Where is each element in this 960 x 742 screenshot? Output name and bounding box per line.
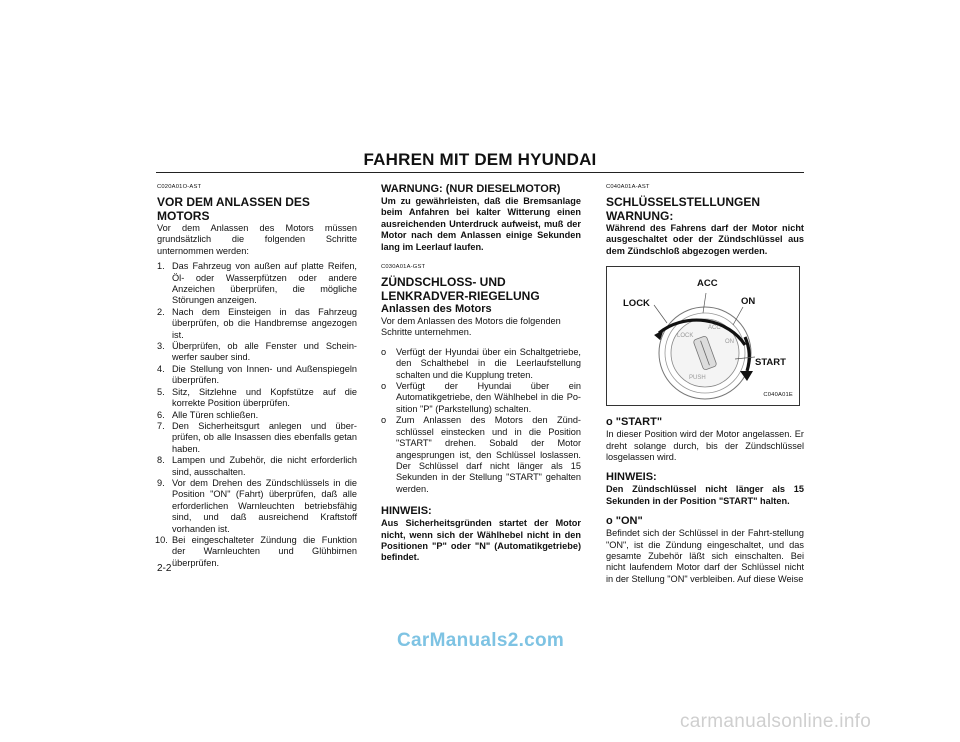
warning-text: Um zu gewährleisten, daß die Bremsanlage beim Anfahren bei kalter Witterung einen ausreichenden Unterdruck aufweist, muß der Motor nach dem Anlassen einige Sekunden lang im Leerlauf laufen. (381, 196, 581, 252)
section-intro: Vor dem Anlassen des Motors müssen grundsätzlich die folgenden Schritte unternommen werden: (157, 223, 357, 256)
label-acc: ACC (697, 278, 718, 290)
svg-text:PUSH: PUSH (689, 375, 706, 382)
label-lock: LOCK (623, 298, 650, 310)
list-item: 3. Überprüfen, ob alle Fenster und Schein-werfer sauber sind. (157, 341, 357, 363)
list-item: o Zum Anlassen des Motors den Zünd-schlüssel einstecken und in die Position "START" drehen. Sobald der Motor angesprungen ist, den Schlüssel loslassen. Der Schlüssel darf nicht länger als 15 Sekunden in der Stellung "START" gehalten werden. (381, 415, 581, 494)
svg-text:ON: ON (725, 339, 734, 346)
warning-heading: WARNUNG: (606, 209, 674, 223)
page-title: FAHREN MIT DEM HYUNDAI (363, 150, 597, 169)
list-item: 2. Nach dem Einsteigen in das Fahrzeug überprüfen, ob die Handbremse angezogen ist. (157, 306, 357, 340)
figure-code: C040A01E (763, 392, 793, 399)
label-start: START (755, 357, 786, 369)
start-text: In dieser Position wird der Motor angelassen. Er dreht solange durch, bis der Zündschlüssel losgelassen wird. (606, 429, 804, 463)
section-heading: SCHLÜSSELSTELLUNGEN (606, 195, 761, 209)
warning-text: Während des Fahrens darf der Motor nicht ausgeschaltet oder der Zündschlüssel aus dem Zündschloß abgezogen werden. (606, 223, 804, 256)
on-text: Befindet sich der Schlüssel in der Fahrt-stellung "ON", ist die Zündung eingeschaltet, und das gesamte Zubehör läßt sich einschalten. Bei nicht laufendem Motor darf der Schlüssel nicht in der Stellung "ON" verbleiben. Auf diese Weise (606, 528, 804, 584)
list-item: 5. Sitz, Sitzlehne und Kopfstütze auf die korrekte Position überprüfen. (157, 386, 357, 409)
on-heading: o "ON" (606, 515, 643, 528)
list-item: 7. Den Sicherheitsgurt anlegen und über-prüfen, ob alle Insassen dies ebenfalls getan haben. (157, 420, 357, 454)
hinweis-heading: HINWEIS: (381, 505, 432, 518)
list-item: o Verfügt der Hyundai über ein Schaltgetriebe, den Schalthebel in die Leerlaufstellung schalten und die Kupplung treten. (381, 346, 581, 380)
section-heading: ZÜNDSCHLOSS- UND LENKRADVER-RIEGELUNG (381, 275, 540, 304)
key-positions-diagram (606, 266, 800, 406)
list-item: 9. Vor dem Drehen des Zündschlüssels in die Position "ON" (Fahrt) überprüfen, daß alle erforderlichen Warnleuchten betriebsfähig sind, und daß ausreichend Kraftstoff vorhanden ist. (157, 477, 357, 534)
list-item: 1. Das Fahrzeug von außen auf platte Reifen, Öl- oder Wasserpfützen oder andere Anzeichen überprüfen, die mögliche Störungen anzeigen. (157, 261, 357, 306)
header-rule (156, 172, 804, 173)
section-code: C030A01A-GST (381, 264, 426, 271)
hinweis-text: Den Zündschlüssel nicht länger als 15 Sekunden in der Position "START" halten. (606, 484, 804, 506)
start-heading: o "START" (606, 416, 663, 429)
svg-text:ACC: ACC (708, 325, 721, 332)
column-zuendschloss (381, 183, 581, 564)
list-item: 4. Die Stellung von Innen- und Außenspiegeln überprüfen. (157, 363, 357, 386)
list-item: 6. Alle Türen schließen. (157, 409, 259, 420)
page-number: 2-2 (157, 563, 172, 574)
subsection-heading: Anlassen des Motors (381, 303, 492, 316)
list-item: o Verfügt der Hyundai über ein Automatikgetriebe, den Wählhebel in die Po-sition "P" (Parkstellung) schalten. (381, 381, 581, 414)
section-heading: VOR DEM ANLASSEN DES MOTORS (157, 195, 310, 223)
svg-text:LOCK: LOCK (677, 333, 694, 340)
list-item: 8. Lampen und Zubehör, die nicht erforderlich sind, ausschalten. (157, 455, 357, 477)
bullet-list (381, 347, 581, 495)
hinweis-text: Aus Sicherheitsgründen startet der Motor nicht, wenn sich der Wählhebel nicht in den Positionen "P" oder "N" (Automatikgetriebe) befindet. (381, 518, 581, 563)
section-code: C040A01A-AST (606, 184, 650, 190)
column-vor-dem-anlassen (157, 183, 357, 569)
watermark-carmanuals2[interactable]: CarManuals2.com (397, 630, 565, 651)
section-code: C020A01O-AST (157, 184, 202, 190)
label-on: ON (741, 296, 756, 308)
hinweis-heading: HINWEIS: (606, 471, 657, 484)
watermark-carmanualsonline[interactable]: carmanualsonline.info (680, 711, 872, 732)
warning-heading: WARNUNG: (NUR DIESELMOTOR) (381, 183, 561, 195)
list-item: 10. Bei eingeschalteter Zündung die Funktion der Warnleuchten und Glühbirnen überprüfen. (155, 534, 357, 568)
section-intro: Vor dem Anlassen des Motors die folgenden Schritte unternehmen. (381, 316, 561, 338)
step-list (157, 261, 357, 569)
column-schluesselstellungen (606, 183, 804, 585)
